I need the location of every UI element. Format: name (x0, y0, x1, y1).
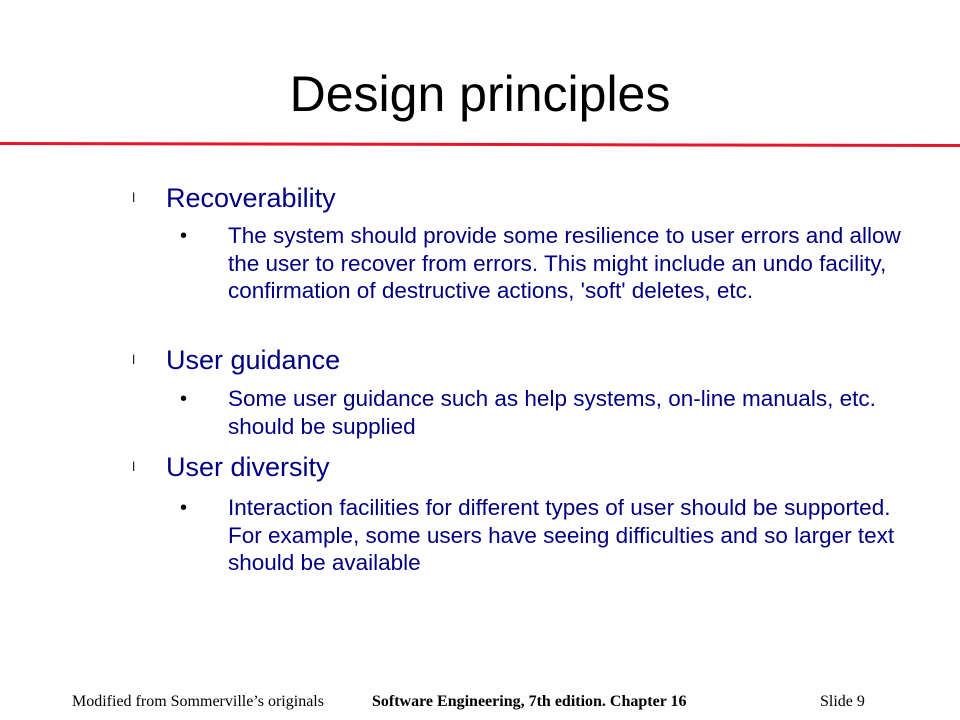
bullet-marker: l (132, 353, 136, 367)
footer-slide-number: Slide 9 (820, 693, 865, 710)
sub-bullet-text: The system should provide some resilience to user errors and allow the user to recover from errors. This might include an undo facility, confirmation of destructive actions, 'soft' deletes, etc. (228, 223, 901, 303)
slide-title: Design principles (289, 66, 671, 122)
sub-bullet-marker: • (180, 225, 188, 247)
sub-bullet-marker: • (180, 497, 188, 519)
footer-source: Modified from Sommerville’s originals (72, 693, 324, 710)
bullet-heading: User guidance (166, 345, 341, 375)
sub-bullet-marker: • (180, 388, 188, 410)
sub-bullet-text: Interaction facilities for different types of user should be supported. For example, some users have seeing difficulties and so larger text should be available (228, 495, 895, 575)
sub-bullet-text: Some user guidance such as help systems, on-line manuals, etc. should be supplied (228, 386, 876, 439)
bullet-marker: l (132, 460, 136, 474)
bullet-heading: User diversity (166, 452, 330, 482)
bullet-heading: Recoverability (166, 183, 336, 213)
footer-book-title: Software Engineering, 7th edition. Chapter 16 (372, 693, 687, 710)
bullet-marker: l (132, 191, 136, 205)
